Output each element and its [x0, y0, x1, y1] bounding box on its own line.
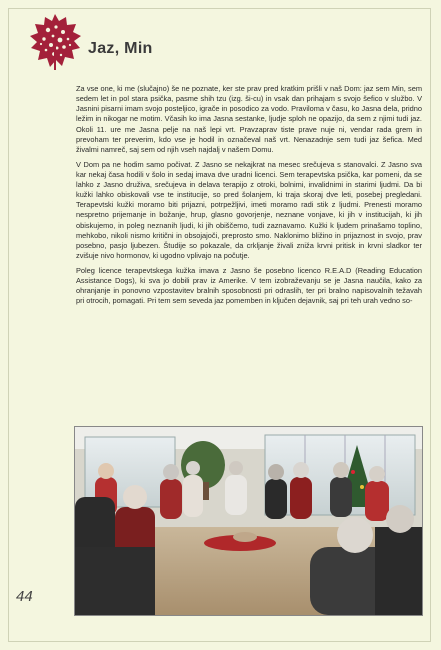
paragraph-1: Za vse one, ki me (slučajno) še ne poznate, ker ste prav pred kratkim prišli v naš Dom: jaz sem Min, sem sedem let in pol stara psička, pasme shih tzu (izg. ši-cu) in vsak dan prihajam s svojo šefico v službo. V Jasnini pisarni imam svojo posteljico, igrače in posodico za vodo. Praviloma v času, ko Jasna dela, pridno ležim in nikogar ne motim. Včasih ko ima Jasna sestanke, ljudje sploh ne opazijo, da sem z njimi tudi jaz. Okoli 11. ure me Jasna pelje na naš lepi vrt. Pravzaprav tiste prave nuje ni, vendar rada grem in prevoham ter preverim, kdo vse je hodil in označeval naš vrt. Nenazadnje sem tudi jaz šefica. Med živalmi namreč, saj sem od njih vseh najdalj v našem Domu.	[76, 84, 422, 154]
paragraph-2: V Dom pa ne hodim samo počivat. Z Jasno se nekajkrat na mesec srečujeva s stanovalci. Z Jasno sva kar nekaj časa hodili v šolo in sedaj imava dve uradni licenci. Sem terapevtska psička, kar pomeni, da se lahko z Jasno druživa, srečujeva in delava terapijo z otroki, bolnimi, invalidnimi in starimi ljudmi. Da bi kužki lahko obiskovali vse te institucije, so pred šolanjem, ki traja skoraj dve leti, posebej pregledani. Terapevtski kužki moramo biti prijazni, potrpežljivi, imeti moramo radi stik z ljudmi. Prenesti moramo nespretno prijemanje in božanje, hrup, glasno govorjenje, neznane vonjave, ki jih v institucijah, ki jih obiskujemo, in poleg neznanih ljudi, ki jih obiščemo, tudi zaznavamo. Kužki k ljudem prinašamo toplino, mehkobo, nikoli nismo kritični in obsojajoči, preprosto smo. Naklonimo bližino in prijaznost in svojo, prav posebno, pasjo ljubezen. Študije so pokazale, da crkljanje živali zniža krvni pritisk in krvni sladkor ter zvišuje nivo hormonov, ki ugodno vplivajo na počutje.	[76, 159, 422, 260]
leaf-icon	[26, 12, 84, 70]
paragraph-3: Poleg licence terapevtskega kužka imava z Jasno še posebno licenco R.E.A.D (Reading Education Assistance Dogs), ki sva jo dobili prav iz Amerike. V tem izobraževanju se je Jasna naučila, kako za ohranjanje in ponovno vzpostavitev bralnih sposobnosti pri odraslih, ter pri bralno napisovalnih težavah pri otrocih, pomagati. Pri tem sem seveda jaz pomemben in ključen dejavnik, saj pri teh urah vedno so-	[76, 265, 422, 306]
photo	[74, 426, 423, 616]
page-number: 44	[16, 588, 33, 605]
page-title: Jaz, Min	[88, 40, 153, 57]
article-body	[76, 84, 422, 311]
